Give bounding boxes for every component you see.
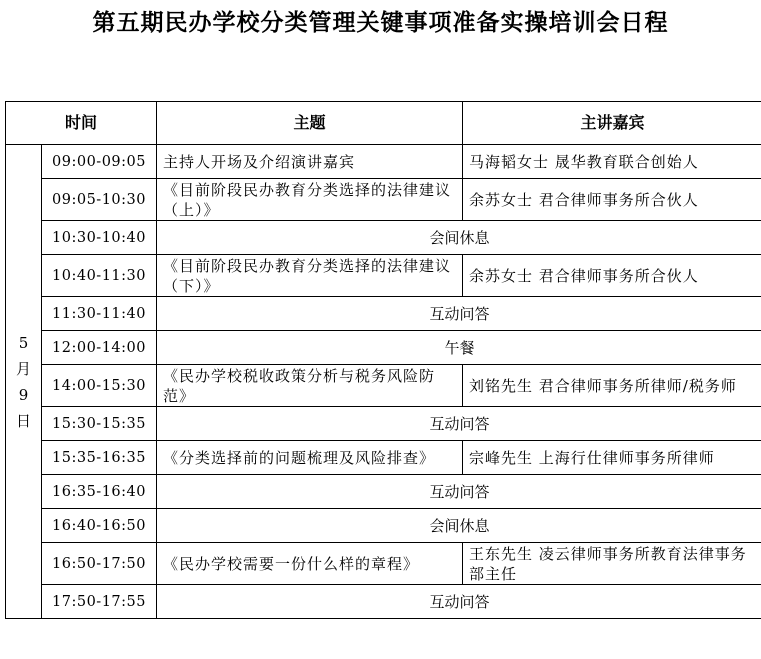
speaker-cell: 余苏女士 君合律师事务所合伙人 xyxy=(463,179,761,221)
merged-cell: 互动问答 xyxy=(157,407,761,441)
header-topic: 主题 xyxy=(157,102,463,145)
header-row xyxy=(6,102,761,145)
table-row xyxy=(6,179,761,221)
time-cell: 12:00-14:00 xyxy=(42,331,157,365)
time-cell: 09:05-10:30 xyxy=(42,179,157,221)
table-row xyxy=(6,255,761,297)
time-cell: 15:30-15:35 xyxy=(42,407,157,441)
merged-cell: 会间休息 xyxy=(157,509,761,543)
topic-cell: 《目前阶段民办教育分类选择的法律建议（上）》 xyxy=(157,179,463,221)
header-speaker: 主讲嘉宾 xyxy=(463,102,761,145)
merged-cell: 互动问答 xyxy=(157,297,761,331)
header-time: 时间 xyxy=(6,102,157,145)
date-char: 月 xyxy=(15,359,31,378)
table-row xyxy=(6,543,761,585)
time-cell: 16:40-16:50 xyxy=(42,509,157,543)
time-cell: 14:00-15:30 xyxy=(42,365,157,407)
table-row xyxy=(6,475,761,509)
date-cell xyxy=(6,145,42,619)
topic-cell: 《目前阶段民办教育分类选择的法律建议（下）》 xyxy=(157,255,463,297)
table-row xyxy=(6,145,761,179)
table-row xyxy=(6,297,761,331)
topic-cell: 《民办学校税收政策分析与税务风险防范》 xyxy=(157,365,463,407)
topic-cell: 《分类选择前的问题梳理及风险排查》 xyxy=(157,441,463,475)
table-row xyxy=(6,331,761,365)
merged-cell: 午餐 xyxy=(157,331,761,365)
time-cell: 17:50-17:55 xyxy=(42,585,157,619)
time-cell: 10:30-10:40 xyxy=(42,221,157,255)
time-cell: 09:00-09:05 xyxy=(42,145,157,179)
speaker-cell: 刘铭先生 君合律师事务所律师/税务师 xyxy=(463,365,761,407)
topic-cell: 主持人开场及介绍演讲嘉宾 xyxy=(157,145,463,179)
table-row xyxy=(6,221,761,255)
speaker-cell: 王东先生 凌云律师事务所教育法律事务部主任 xyxy=(463,543,761,585)
page-title: 第五期民办学校分类管理关键事项准备实操培训会日程 xyxy=(92,9,669,36)
merged-cell: 互动问答 xyxy=(157,475,761,509)
schedule-table xyxy=(5,101,761,619)
time-cell: 11:30-11:40 xyxy=(42,297,157,331)
table-row xyxy=(6,585,761,619)
speaker-cell: 余苏女士 君合律师事务所合伙人 xyxy=(463,255,761,297)
date-char: 日 xyxy=(15,411,31,430)
table-row xyxy=(6,365,761,407)
speaker-cell: 宗峰先生 上海行仕律师事务所律师 xyxy=(463,441,761,475)
topic-cell: 《民办学校需要一份什么样的章程》 xyxy=(157,543,463,585)
time-cell: 16:50-17:50 xyxy=(42,543,157,585)
date-char: 5 xyxy=(18,333,29,352)
speaker-cell: 马海韬女士 晟华教育联合创始人 xyxy=(463,145,761,179)
date-char: 9 xyxy=(18,385,29,404)
time-cell: 16:35-16:40 xyxy=(42,475,157,509)
merged-cell: 互动问答 xyxy=(157,585,761,619)
table-row xyxy=(6,509,761,543)
table-row xyxy=(6,441,761,475)
time-cell: 10:40-11:30 xyxy=(42,255,157,297)
merged-cell: 会间休息 xyxy=(157,221,761,255)
time-cell: 15:35-16:35 xyxy=(42,441,157,475)
table-row xyxy=(6,407,761,441)
